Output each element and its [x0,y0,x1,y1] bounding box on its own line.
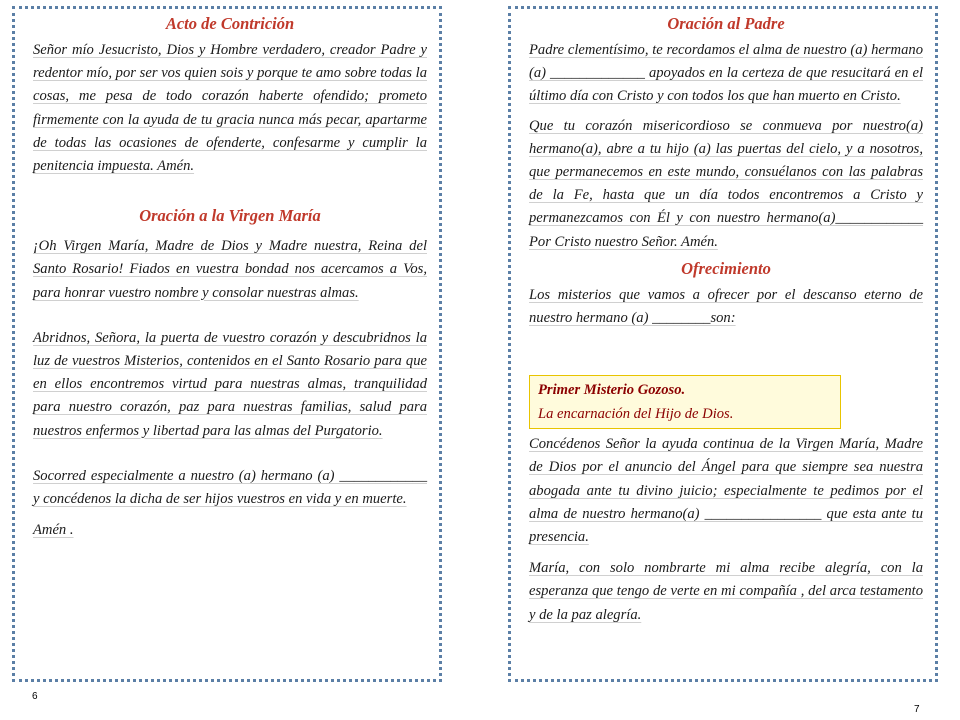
paragraph-virgen-1: ¡Oh Virgen María, Madre de Dios y Madre nuestra, Reina del Santo Rosario! Fiados en vuestra bondad nos acercamos a Vos, para honrar vuestro nombre y consolar nuestras almas. [33,238,427,301]
mystery-box [529,375,841,429]
paragraph-padre-1: Padre clementísimo, te recordamos el alma de nuestro (a) hermano (a) _____________ apoyados en la certeza de que resucitará en el último día con Cristo y con todos los que han muerto en Cristo. [529,42,923,105]
left-page-panel [12,6,442,682]
page-number-right: 7 [914,704,920,715]
section-title-virgen-maria: Oración a la Virgen María [139,206,321,226]
page-number-left: 6 [32,691,38,702]
paragraph-padre-2: Que tu corazón misericordioso se conmueva por nuestro(a) hermano(a), abre a tu hijo (a) las puertas del cielo, y a nosotros, que permanecemos en este mundo, consuélanos con las palabras de la Fe, hasta que un día todos encontremos a Cristo y permanezcamos con Él y con nuestro hermano(a)____________ Por Cristo nuestro Señor. Amén. [529,117,923,250]
paragraph-concedenos: Concédenos Señor la ayuda continua de la Virgen María, Madre de Dios por el anuncio del Ángel para que siempre sea nuestra abogada ante tu divino juicio; especialmente te pedimos por el alma de nuestro hermano(a) ________________ que esta ante tu presencia. [529,436,923,546]
paragraph-ofrecimiento: Los misterios que vamos a ofrecer por el descanso eterno de nuestro hermano (a) ________son: [529,286,923,327]
paragraph-maria: María, con solo nombrarte mi alma recibe alegría, con la esperanza que tengo de verte en mi compañía , del arca testamento y de la paz alegría. [529,560,923,623]
section-title-oracion-padre: Oración al Padre [667,14,785,33]
mystery-title: Primer Misterio Gozoso. [538,382,686,399]
paragraph-virgen-2: Abridnos, Señora, la puerta de vuestro corazón y descubridnos la luz de vuestros Misterios, contenidos en el Santo Rosario para que en ellos encontremos virtud para nuestras almas, tranquilidad para nuestro corazón, paz para nuestras familias, salud para nuestros enfermos y libertad para las almas del Purgatorio. [33,329,427,439]
section-title-ofrecimiento: Ofrecimiento [681,258,771,278]
paragraph-contricion: Señor mío Jesucristo, Dios y Hombre verdadero, creador Padre y redentor mío, por ser vos quien sois y porque te amo sobre todas la cosas, me pesa de todo corazón haberte ofendido; prometo firmemente con la ayuda de tu gracia nunca más pecar, apartarme de todas las ocasiones de ofenderte, confesarme y cumplir la penitencia impuesta. Amén. [33,42,427,175]
right-page-panel [508,6,938,682]
mystery-text: La encarnación del Hijo de Dios. [538,406,734,423]
paragraph-virgen-3: Socorred especialmente a nuestro (a) hermano (a) ____________ y concédenos la dicha de ser hijos vuestros en vida y en muerte. [33,467,427,508]
paragraph-virgen-amen: Amén . [33,522,74,539]
section-title-contricion: Acto de Contrición [165,14,295,33]
